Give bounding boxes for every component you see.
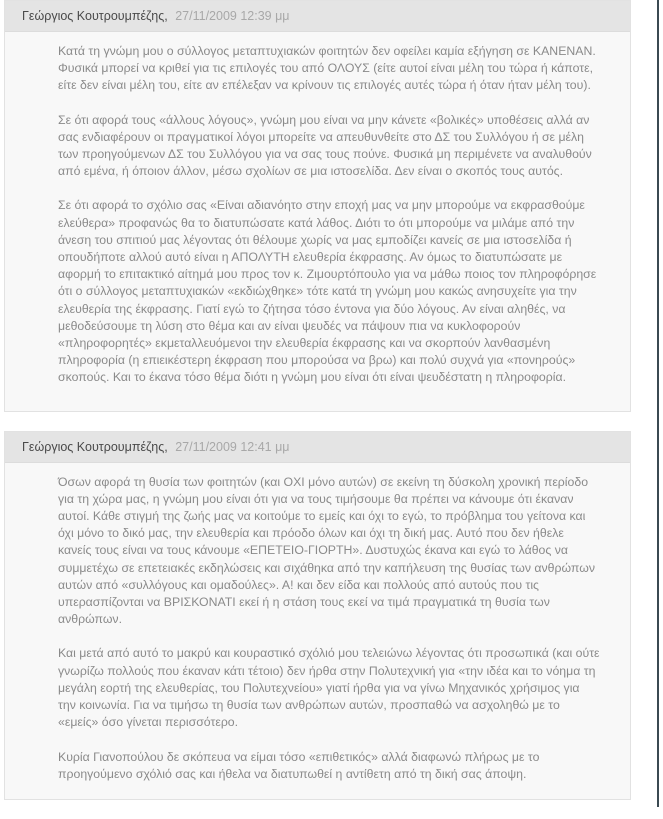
comment-paragraph: Σε ότι αφορά το σχόλιο σας «Είναι αδιανόητο στην εποχή μας να μην μπορούμε να εκφρασθούμε ελεύθερα» προφανώς θα το διατυπώσατε κατά λάθος. Διότι το ότι μπορούμε να μιλάμε από την άνεση του σπιτιού μας λέγοντας ότι θέλουμε χωρίς να μας εμποδίζει κανείς σε μια ιστοσελίδα ή οπουδήποτε αλλού αυτό είναι η ΑΠΟΛΥΤΗ ελευθερία έκφρασης. Αν όμως το διατυπώσατε με αφορμή το επιτακτικό αίτημά μου προς τον κ. Ζιμουρτόπουλο για να μάθω ποιος τον πληροφόρησε ότι ο σύλλογος μεταπτυχιακών «εκδιώχθηκε» τότε κατά τη γνώμη μου κακώς ανησυχείτε για την ελευθερία της έκφρασης. Γιατί εγώ το ζήτησα τόσο έντονα για δύο λόγους. Αν είναι αληθές, να μεθοδεύσουμε τη λύση στο θέμα και αν είναι ψευδές να πάψουν πια να κυκλοφορούν «πληροφορητές» εκμεταλλευόμενοι την ελευθερία έκφρασης και να σκορπούν λανθασμένη πληροφορία (η επιεικέστερη έκφραση που μπορούσα να βρω) και πολύ συχνά για «πονηρούς» σκοπούς. Και το έκανα τόσο θέμα διότι η γνώμη μου είναι ότι είναι ψευδέστατη η πληροφορία. (58, 198, 597, 385)
comment-date: 27/11/2009 12:39 μμ (175, 9, 290, 23)
comment-header (5, 432, 630, 463)
comment-paragraph: Όσων αφορά τη θυσία των φοιτητών (και ΟΧΙ μόνο αυτών) σε εκείνη τη δύσκολη χρονική περίοδο για τη χώρα μας, η γνώμη μου είναι ότι για να τους τιμήσουμε θα πρέπει να κάνουμε ότι έκαναν αυτοί. Κάθε στιγμή της ζωής μας να κοιτούμε το εμείς και όχι το εγώ, το πρόβλημα του γείτονα και όχι μόνο το δικό μας, την ελευθερία και πρόοδο όλων και όχι τη δική μας. Αυτό που δεν ήθελε κανείς τους είναι να τους κάνουμε «ΕΠΕΤΕΙΟ-ΓΙΟΡΤΗ». Δυστυχώς έκανα και εγώ το λάθος να συμμετέχω σε επετειακές εκδηλώσεις και σιχάθηκα από την καπήλευση της θυσίας των ανθρώπων αυτών από «συλλόγους και ομαδούλες». Α! και δεν είδα και πολλούς από αυτούς που τις υπερασπίζονται να ΒΡΙΣΚΟΝΑΤΙ εκεί ή η στάση τους εκεί να τιμά πραγματικά τη θυσία των ανθρώπων. (58, 474, 595, 627)
page-edge-rule (657, 0, 659, 807)
comment-author: Γεώργιος Κουτρουμπέζης, (22, 9, 168, 23)
comment (4, 431, 631, 800)
comment-header (5, 1, 630, 32)
comment-body (5, 32, 630, 411)
comment-paragraph: Κυρία Γιανοπούλου δε σκόπευα να είμαι τόσο «επιθετικός» αλλά διαφωνώ πλήρως με το προηγούμενο σχόλιό σας και ήθελα να διατυπωθεί η αντίθετη από τη δική σας άποψη. (58, 749, 540, 781)
comment-list (4, 0, 631, 819)
comment-body (5, 463, 630, 799)
comment-date: 27/11/2009 12:41 μμ (175, 439, 290, 454)
comment-paragraph: Και μετά από αυτό το μακρύ και κουραστικό σχόλιό μου τελειώνω λέγοντας ότι προσωπικά (και ούτε γνωρίζω πολλούς που έκαναν κάτι τέτοιο) δεν ήρθα στην Πολυτεχνική για «την ιδέα και το νόημα τη μεγάλη εορτή της ελευθερίας, του Πολυτεχνείου» γιατί ήρθα για να γίνω Μηχανικός χρήσιμος για την κοινωνία. Για να τιμήσω τη θυσία των ανθρώπων αυτών, προσπαθώ να ασχοληθώ με το «εμείς» όσο γίνεται περισσότερο. (58, 646, 600, 730)
comment-paragraph: Σε ότι αφορά τους «άλλους λόγους», γνώμη μου είναι να μην κάνετε «βολικές» υποθέσεις αλλά αν σας ενδιαφέρουν οι πραγματικοί λόγοι μπορείτε να απευθυνθείτε στο ΔΣ του Συλλόγου ή σε μέλη των προηγούμενων ΔΣ του Συλλόγου για να σας τους πούνε. Φυσικά μη περιμένετε να αναλυθούν από εμένα, ή όποιον άλλον, μέσω σχολίων σε μια ιστοσελίδα. Δεν είναι ο σκοπός τους αυτός. (58, 112, 592, 179)
comment-paragraph: Κατά τη γνώμη μου ο σύλλογος μεταπτυχιακών φοιτητών δεν οφείλει καμία εξήγηση σε ΚΑΝΕΝΑΝ. Φυσικά μπορεί να κριθεί για τις επιλογές του από ΟΛΟΥΣ (είτε αυτοί είναι μέλη του τώρα ή κάποτε, είτε δεν είναι μέλη του, είτε αν επέλεξαν να κρίνουν τις επιλογές αυτές τώρα ή όταν ήταν μέλη του). (58, 44, 596, 93)
comment-author: Γεώργιος Κουτρουμπέζης, (22, 439, 168, 454)
comment (4, 0, 631, 412)
